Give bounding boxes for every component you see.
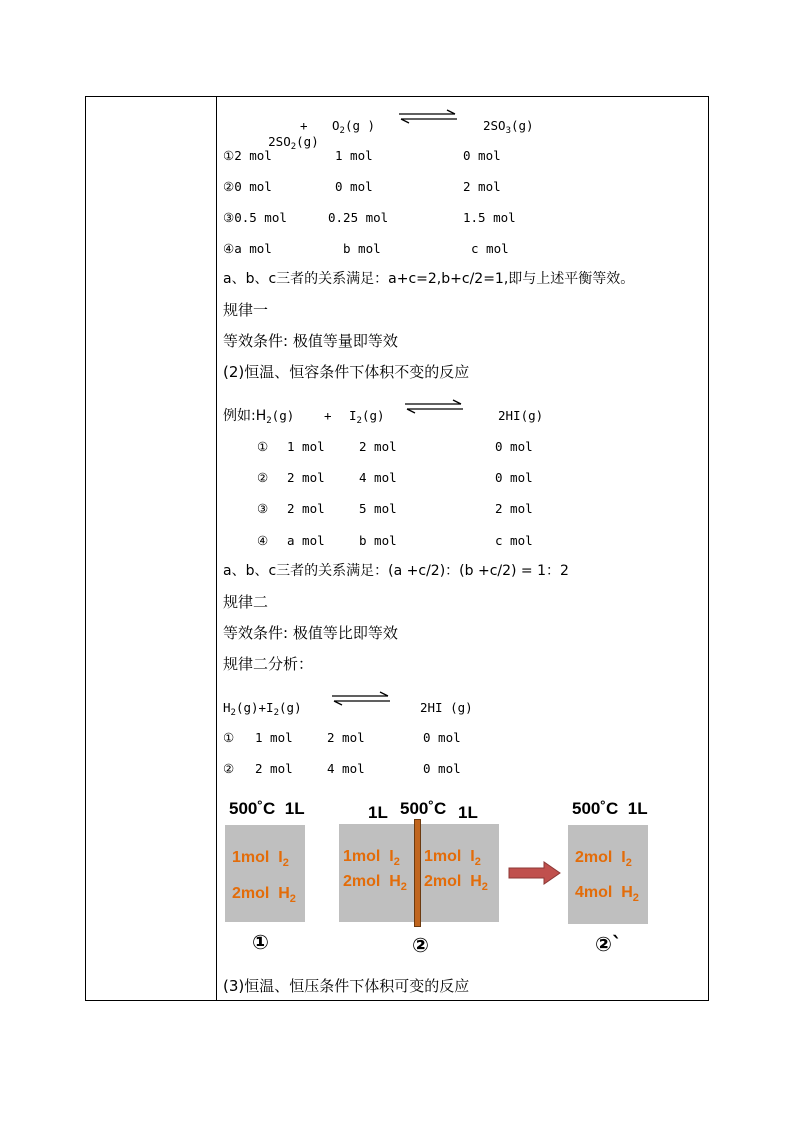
s2-row3-n: ③	[257, 501, 269, 516]
box1-h2: 2mol $H_2$	[232, 885, 296, 905]
row1-b: 1 mol	[335, 148, 373, 163]
row2-c: 2 mol	[463, 179, 501, 194]
box2-right-i2: 1mol $I_2$	[424, 848, 481, 868]
condition-one: 等效条件: 极值等量即等效	[223, 332, 398, 350]
right-column-cell	[217, 97, 708, 1000]
s2-row4-a: a mol	[287, 533, 325, 548]
row3-a: ③0.5 mol	[223, 210, 287, 225]
container-1	[225, 825, 305, 922]
row1-a: ①2 mol	[223, 148, 272, 163]
box3-h2: 4mol $H_2$	[575, 884, 639, 904]
equilibrium-arrow-icon	[330, 691, 392, 707]
box2-right-h2: 2mol $H_2$	[424, 873, 488, 893]
box3-label: ②`	[595, 932, 622, 956]
s2-row4-c: c mol	[495, 533, 533, 548]
section3-heading: (3)恒温、恒压条件下体积可变的反应	[223, 977, 470, 995]
plus-sign: +	[300, 118, 308, 133]
box2-volume-left: 1L	[368, 803, 388, 822]
section2-heading: (2)恒温、恒容条件下体积不变的反应	[223, 363, 470, 381]
so2-equation: $2SO_2(g)$	[268, 134, 319, 152]
box1-i2: 1mol $I_2$	[232, 849, 289, 869]
box1-condition: 500˚C 1L	[229, 799, 305, 818]
s3-row1-c: 0 mol	[423, 730, 461, 745]
s2-row4-b: b mol	[359, 533, 397, 548]
s2-row3-b: 5 mol	[359, 501, 397, 516]
row2-a: ②0 mol	[223, 179, 272, 194]
box2-left-i2: 1mol $I_2$	[343, 848, 400, 868]
hi-term-2: 2HI (g)	[420, 700, 473, 715]
rule-one-heading: 规律一	[223, 301, 269, 319]
s2-row3-a: 2 mol	[287, 501, 325, 516]
s3-row2-c: 0 mol	[423, 761, 461, 776]
row4-b: b mol	[343, 241, 381, 256]
rule-two-analysis: 规律二分析：	[223, 655, 314, 673]
s2-row2-n: ②	[257, 470, 269, 485]
h2-i2-equation-2: $H_2(g)+I_2(g)$	[223, 700, 302, 718]
relation-text-2: a、b、c三者的关系满足：(a +c/2)：(b +c/2) = 1：2	[223, 563, 569, 579]
s3-row2-b: 4 mol	[327, 761, 365, 776]
partition-divider	[414, 819, 421, 927]
equilibrium-arrow-icon	[397, 109, 459, 125]
s3-row2-n: ②	[223, 761, 235, 776]
row4-c: c mol	[471, 241, 509, 256]
s2-row2-a: 2 mol	[287, 470, 325, 485]
row2-b: 0 mol	[335, 179, 373, 194]
box2-left-h2: 2mol $H_2$	[343, 873, 407, 893]
s3-row1-b: 2 mol	[327, 730, 365, 745]
row3-b: 0.25 mol	[328, 210, 389, 225]
s2-row2-b: 4 mol	[359, 470, 397, 485]
box3-condition: 500˚C 1L	[572, 799, 648, 818]
box2-temperature: 500˚C	[400, 799, 447, 818]
h2-i2-equation: 例如$:H_2(g)$	[223, 408, 295, 426]
box1-label: ①	[252, 930, 269, 954]
o2-term: $O_2(g$ )	[332, 118, 376, 136]
equilibrium-arrow-icon	[403, 399, 465, 415]
rule-two-heading: 规律二	[223, 593, 269, 611]
box3-i2: 2mol $I_2$	[575, 849, 632, 869]
s3-row1-n: ①	[223, 730, 235, 745]
s2-row3-c: 2 mol	[495, 501, 533, 516]
s2-row1-n: ①	[257, 439, 269, 454]
s2-row1-a: 1 mol	[287, 439, 325, 454]
row4-a: ④a mol	[223, 241, 272, 256]
plus-sign-2: +	[324, 408, 332, 423]
condition-two: 等效条件: 极值等比即等效	[223, 624, 398, 642]
content-table	[85, 96, 709, 1001]
row3-c: 1.5 mol	[463, 210, 516, 225]
s3-row2-a: 2 mol	[255, 761, 293, 776]
relation-text-1: a、b、c三者的关系满足：a+c=2,b+c/2=1,即与上述平衡等效。	[223, 271, 635, 287]
i2-term: $I_2(g)$	[349, 408, 385, 426]
s3-row1-a: 1 mol	[255, 730, 293, 745]
hi-term: 2HI(g)	[498, 408, 544, 423]
s2-row1-b: 2 mol	[359, 439, 397, 454]
s2-row4-n: ④	[257, 533, 269, 548]
s2-row1-c: 0 mol	[495, 439, 533, 454]
right-arrow-icon	[508, 861, 562, 885]
row1-c: 0 mol	[463, 148, 501, 163]
left-column-cell	[86, 97, 217, 1000]
so3-term: $2SO_3(g)$	[483, 118, 534, 136]
box2-volume-right: 1L	[458, 803, 478, 822]
box2-label: ②	[412, 933, 429, 957]
s2-row2-c: 0 mol	[495, 470, 533, 485]
container-3	[568, 825, 648, 924]
